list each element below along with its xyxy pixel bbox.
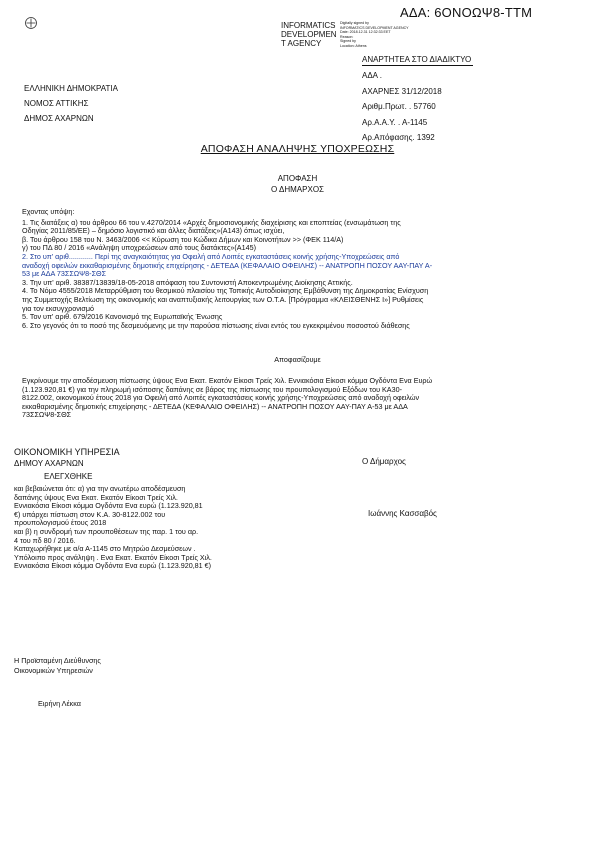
- considerations-line: 1. Τις διατάξεις α) του άρθρου 66 του ν.4270/2014 «Αρχές δημοσιονομικής διαχείρισης και εποπτείας (ενσωμάτωση της: [22, 217, 401, 227]
- considerations-line: Οδηγίας 2011/85/ΕΕ) – δημόσιο λογιστικό και άλλες διατάξεις»(Α143) όπως ισχύει,: [22, 226, 285, 236]
- ada-field: ΑΔΑ .: [362, 71, 383, 80]
- considerations-line: 2. Στο υπ' αριθ............ Περί της αναγκαιότητας για Οφειλή από Λοιπές εγκαταστάσεις κοινής χρήσης-Υποχρεώσεις από: [22, 251, 400, 261]
- mayor-name: Ιωάννης Κασσαβός: [368, 509, 437, 518]
- certification-line: προυπολογισμού έτους 2018: [14, 518, 107, 528]
- agency-name-line: DEVELOPMEN: [281, 30, 337, 39]
- agency-name-line: INFORMATICS: [281, 21, 336, 30]
- protocol-number: Αριθμ.Πρωτ. . 57760: [362, 102, 436, 111]
- signature-detail-line: Location: Athens: [340, 43, 367, 48]
- considerations: [22, 208, 432, 330]
- certification-line: Εννιακόσια Είκοσι κόμμα Ογδόντα Ενα ευρώ (1.123.920,81 €): [14, 561, 212, 571]
- prefecture-label: ΝΟΜΟΣ ΑΤΤΙΚΗΣ: [24, 99, 89, 108]
- decision-line: 73ΣΣΩΨ8-ΣΘΣ: [22, 410, 72, 420]
- head-title-line: Η Προϊσταμένη Διεύθυνσης: [14, 656, 101, 665]
- signature-detail-line: Reason:: [340, 34, 354, 39]
- head-title-line: Οικονομικών Υπηρεσιών: [14, 666, 93, 675]
- checked-label: ΕΛΕΓΧΘΗΚΕ: [44, 472, 93, 481]
- considerations-line: της Συμμετοχής Βελτίωση της οικονομικής και αναπτυξιακής λειτουργίας των Ο.Τ.Α. [Πρόγραμμα «ΚΛΕΙΣΘΕΝΗΣ Ι»] Ρυθμίσεις: [22, 294, 424, 304]
- considerations-line: β. Του άρθρου 158 του Ν. 3463/2006 << Κύρωση του Κώδικα Δήμων και Κοινοτήτων >> (ΦΕΚ 114/Α): [22, 234, 344, 244]
- certification-line: και βεβαιώνεται ότι: α) για την ανωτέρω αποδέσμευση: [14, 484, 186, 493]
- decide-label: Αποφασίζουμε: [274, 355, 321, 364]
- considerations-line: αναδοχή οφειλών εκκαθαρισμένης δημοτικής επιχείρησης - ΔΕΤΕΔΑ (ΚΕΦΑΛΑΙΟ ΟΦΕΙΛΗΣ) -- ΑΝΑΤΡΟΠΗ ΠΟΣΟΥ ΑΑΥ-ΠΑΥ Α-: [22, 260, 433, 270]
- considerations-line: 6. Στο γεγονός ότι το ποσό της δεσμευόμενης με την παρούσα πίστωσης είναι εντός του εγκεκριμένου ποσοστού διάθεσης: [22, 320, 410, 330]
- finance-municipality: ΔΗΜΟΥ ΑΧΑΡΝΩΝ: [14, 459, 84, 468]
- finance-service-title: ΟΙΚΟΝΟΜΙΚΗ ΥΠΗΡΕΣΙΑ: [14, 447, 120, 457]
- decision-line: Εγκρίνουμε την αποδέσμευση πίστωσης ύψους Ενα Εκατ. Εκατόν Είκοσι Τρείς Χιλ. Εννιακόσια Είκοσι κόμμα Ογδόντα Ενα Ευρώ: [22, 376, 433, 385]
- head-of-finance-title: [14, 656, 101, 676]
- agency-name-line: T AGENCY: [281, 39, 322, 48]
- certification-line: €) υπάρχει πίστωση στον Κ.Α. 30-8122.002 του: [14, 509, 166, 519]
- decision-number: Αρ.Απόφασης. 1392: [362, 133, 435, 142]
- head-of-finance-name: Ειρήνη Λέκκα: [38, 699, 81, 708]
- mayor-heading: Ο ΔΗΜΑΡΧΟΣ: [271, 185, 324, 194]
- considerations-line: 4. Το Νόμο 4555/2018 Μεταρρύθμιση του θεσμικού πλαισίου της Τοπικής Αυτοδιοίκησης Εμβάθυνση της Δημοκρατίας Ενίσχυση: [22, 286, 429, 296]
- considerations-line: για τον εκσυγχρονισμό: [22, 303, 94, 313]
- considerations-line: 5. Τον υπ' αριθ. 679/2016 Κανονισμό της Ευρωπαϊκής Ένωσης: [22, 312, 223, 322]
- municipality-label: ΔΗΜΟΣ ΑΧΑΡΝΩΝ: [24, 114, 94, 123]
- signature-detail-line: Digitally signed by: [340, 21, 369, 25]
- finance-certification: [14, 485, 212, 571]
- signature-detail-line: INFORMATICS DEVELOPMENT AGENCY: [340, 25, 409, 30]
- decision-line: 8122.002, οικονομικού έτους 2018 για Οφειλή από Λοιπές εγκαταστάσεις κοινής χρήσης-Υποχρεώσεις από αναδοχή οφειλών: [22, 393, 420, 403]
- certification-line: 4 του πδ 80 / 2016.: [14, 535, 76, 545]
- certification-line: Υπόλοιπο προς ανάληψη . Ενα Εκατ. Εκατόν Είκοσι Τρείς Χιλ.: [14, 552, 212, 562]
- digital-signature-details: [340, 21, 409, 48]
- agency-signature-block: [281, 21, 337, 48]
- decision-paragraph: [22, 377, 432, 420]
- date-field: ΑΧΑΡΝΕΣ 31/12/2018: [362, 86, 442, 96]
- decision-label: ΑΠΟΦΑΣΗ: [277, 174, 318, 183]
- considerations-line: γ) του ΠΔ 80 / 2016 «Ανάληψη υποχρεώσεων από τους διατάκτες»(Α145): [22, 243, 256, 253]
- signature-detail-line: Signed by: [340, 39, 356, 43]
- signature-detail-line: Date: 2018.12.31 12:32:33 EET: [340, 30, 391, 34]
- country-label: ΕΛΛΗΝΙΚΗ ΔΗΜΟΚΡΑΤΙΑ: [24, 84, 118, 93]
- certification-line: δαπάνης ύψους Ενα Εκατ. Εκατόν Είκοσι Τρείς Χιλ.: [14, 492, 178, 502]
- posted-online-label: ΑΝΑΡΤΗΤΕΑ ΣΤΟ ΔΙΑΔΙΚΤΥΟ: [362, 55, 472, 64]
- coat-of-arms-icon: [24, 16, 38, 35]
- ada-stamp: ΑΔΑ: 6ΟΝΟΩΨ8-ΤΤΜ: [400, 5, 533, 20]
- header-left: [24, 81, 118, 126]
- considerations-line: 3. Την υπ' αριθ. 38387/13839/18-05-2018 απόφαση του Συντονιστή Αποκεντρωμένης Διοίκησης Αττικής.: [22, 277, 353, 287]
- subtitle: [0, 173, 595, 195]
- document-title: ΑΠΟΦΑΣΗ ΑΝΑΛΗΨΗΣ ΥΠΟΧΡΕΩΣΗΣ: [200, 143, 395, 155]
- mayor-label: Ο Δήμαρχος: [362, 457, 406, 466]
- certification-line: Εννιακόσια Είκοσι κόμμα Ογδόντα Ενα ευρώ (1.123.920,81: [14, 501, 203, 511]
- decision-line: εκκαθαρισμένης δημοτικής επιχείρησης - ΔΕΤΕΔΑ (ΚΕΦΑΛΑΙΟ ΟΦΕΙΛΗΣ) -- ΑΝΑΤΡΟΠΗ ΠΟΣΟΥ ΑΑΥ-ΠΑΥ Α-53 με ΑΔΑ: [22, 401, 408, 411]
- considerations-line: 53 με ΑΔΑ 73ΣΣΩΨ8-ΣΘΣ: [22, 269, 107, 279]
- certification-line: Καταχωρήθηκε με α/α Α-1145 στο Μητρώο Δεσμεύσεων .: [14, 544, 196, 554]
- header-right: [362, 68, 442, 146]
- decision-line: (1.123.920,81 €) για την πληρωμή ισόποσης δαπάνης σε βάρος της πίστωσης του προυπολογισμού Εξόδων του ΚΑ30-: [22, 384, 402, 394]
- aay-number: Αρ.Α.Α.Υ. . Α-1145: [362, 117, 428, 127]
- certification-line: και β) η συνδρομή των προυποθέσεων της παρ. 1 του αρ.: [14, 526, 199, 536]
- considerations-line: Εχοντας υπόψη:: [22, 207, 75, 216]
